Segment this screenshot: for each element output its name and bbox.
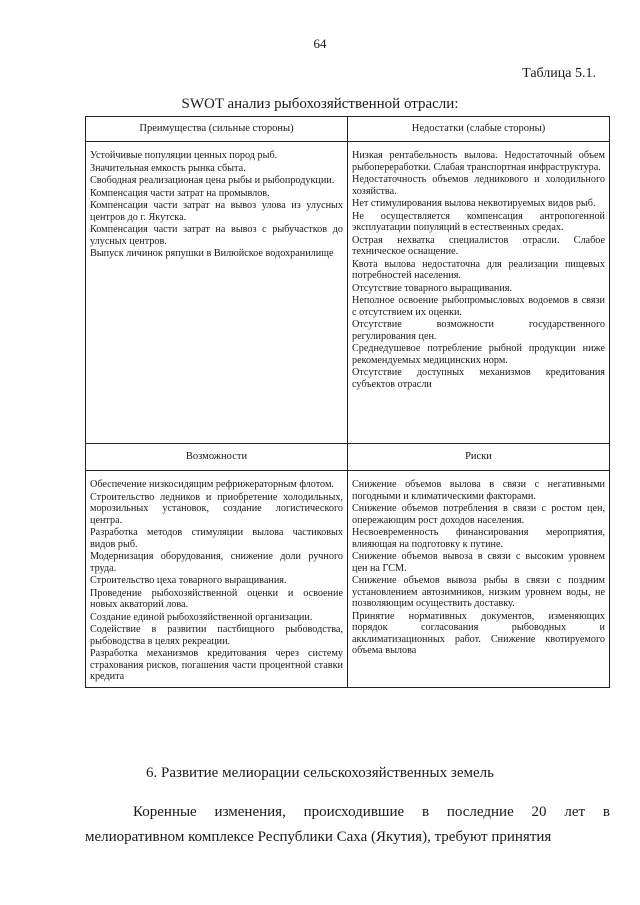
- list-item: Свободная реализационая цена рыбы и рыбопродукции.: [90, 175, 335, 186]
- content-row-bottom: [86, 476, 610, 687]
- list-item: Содействие в развитии пастбищного рыбоводства, рыбоводства в целях рекреации.: [90, 624, 343, 647]
- opportunities-header: Возможности: [86, 444, 348, 471]
- list-item: Выпуск личинок ряпушки в Вилюйское водохранилище: [90, 248, 334, 259]
- list-item: Снижение объемов вылова в связи с негативными погодными и климатическими факторами.: [352, 479, 605, 502]
- list-item: Квота вылова недостаточна для реализации пищевых потребностей населения.: [352, 258, 605, 281]
- list-item: Среднедушевое потребление рыбной продукции ниже рекомендуемых медицинских норм.: [352, 343, 605, 366]
- list-item: Проведение рыбохозяйственной оценки и освоение новых акваторий лова.: [90, 587, 343, 610]
- list-item: Не осуществляется компенсация антропогенной эксплуатации популяций в естественных средах.: [352, 210, 605, 233]
- list-item: Создание единой рыбохозяйственной организации.: [90, 611, 313, 623]
- opportunities-cell: [86, 476, 348, 687]
- table-label: Таблица 5.1.: [522, 66, 596, 81]
- content-row-top: [86, 147, 610, 444]
- strengths-header: Преимущества (сильные стороны): [86, 117, 348, 142]
- list-item: Снижение объемов потребления в связи с ростом цен, опережающим рост доходов населения.: [352, 503, 605, 526]
- list-item: Несвоевременность финансирования мероприятия, влияющая на подготовку к путине.: [352, 527, 605, 550]
- header-row-top: [86, 117, 610, 142]
- list-item: Компенсация части затрат на вывоз с рыбучастков до улусных центров.: [90, 224, 343, 247]
- list-item: Отсутствие товарного выращивания.: [352, 282, 513, 294]
- list-item: Строительство ледников и приобретение холодильных, морозильных установок, создание логистического центра.: [90, 491, 343, 526]
- body-paragraph: Коренные изменения, происходившие в последние 20 лет в мелиоративном комплексе Республики Саха (Якутия), требуют принятия: [85, 804, 610, 845]
- list-item: Острая нехватка специалистов отрасли. Слабое техническое оснащение.: [352, 234, 605, 257]
- list-item: Низкая рентабельность вылова. Недостаточный объем рыбопереработки. Слабая транспортная инфраструктура.: [352, 150, 605, 173]
- list-item: Компенсация части затрат на вывоз улова из улусных центров до г. Якутска.: [90, 200, 343, 223]
- threats-cell: [348, 476, 610, 687]
- list-item: Снижение объемов вывоза рыбы в связи с поздним установлением автозимников, низким уровнем воды, не позволяющим осуществить доставку.: [352, 575, 605, 609]
- header-row-bottom: [86, 444, 610, 471]
- list-item: Отсутствие доступных механизмов кредитования субъектов отрасли: [352, 367, 605, 390]
- list-item: Снижение объемов вывоза в связи с высоким уровнем цен на ГСМ.: [352, 551, 605, 574]
- list-item: Нет стимулирования вылова неквотируемых видов рыб.: [352, 198, 596, 209]
- list-item: Принятие нормативных документов, изменяющих порядок согласования рыбоводных и акклиматизационных работ. Снижение квотируемого объема вылова: [352, 610, 605, 656]
- list-item: Разработка механизмов кредитования через систему страхования рисков, погашения части процентной ставки кредита: [90, 648, 343, 682]
- section-heading: 6. Развитие мелиорации сельскохозяйственных земель: [146, 765, 494, 781]
- weaknesses-header: Недостатки (слабые стороны): [348, 117, 610, 142]
- table-title: SWOT анализ рыбохозяйственной отрасли:: [181, 96, 459, 112]
- weaknesses-cell: [348, 147, 610, 444]
- strengths-cell: [86, 147, 348, 444]
- list-item: Устойчивые популяции ценных пород рыб.: [90, 150, 278, 161]
- list-item: Недостаточность объемов ледникового и холодильного хозяйства.: [352, 174, 605, 197]
- list-item: Компенсация части затрат на промывлов.: [90, 187, 270, 199]
- threats-header: Риски: [348, 444, 610, 471]
- list-item: Разработка методов стимуляции вылова частиковых видов рыб.: [90, 527, 343, 550]
- list-item: Строительство цеха товарного выращивания.: [90, 575, 287, 586]
- list-item: Значительная емкость рынка сбыта.: [90, 162, 246, 174]
- list-item: Неполное освоение рыбопромысловых водоемов в связи с отсутствием их оценки.: [352, 295, 605, 318]
- page-number: 64: [313, 36, 327, 51]
- list-item: Обеспечение низкосидящим рефрижераторным флотом.: [90, 479, 334, 490]
- swot-table: [85, 116, 610, 688]
- list-item: Отсутствие возможности государственного регулирования цен.: [352, 319, 605, 342]
- list-item: Модернизация оборудования, снижение доли ручного труда.: [90, 551, 343, 574]
